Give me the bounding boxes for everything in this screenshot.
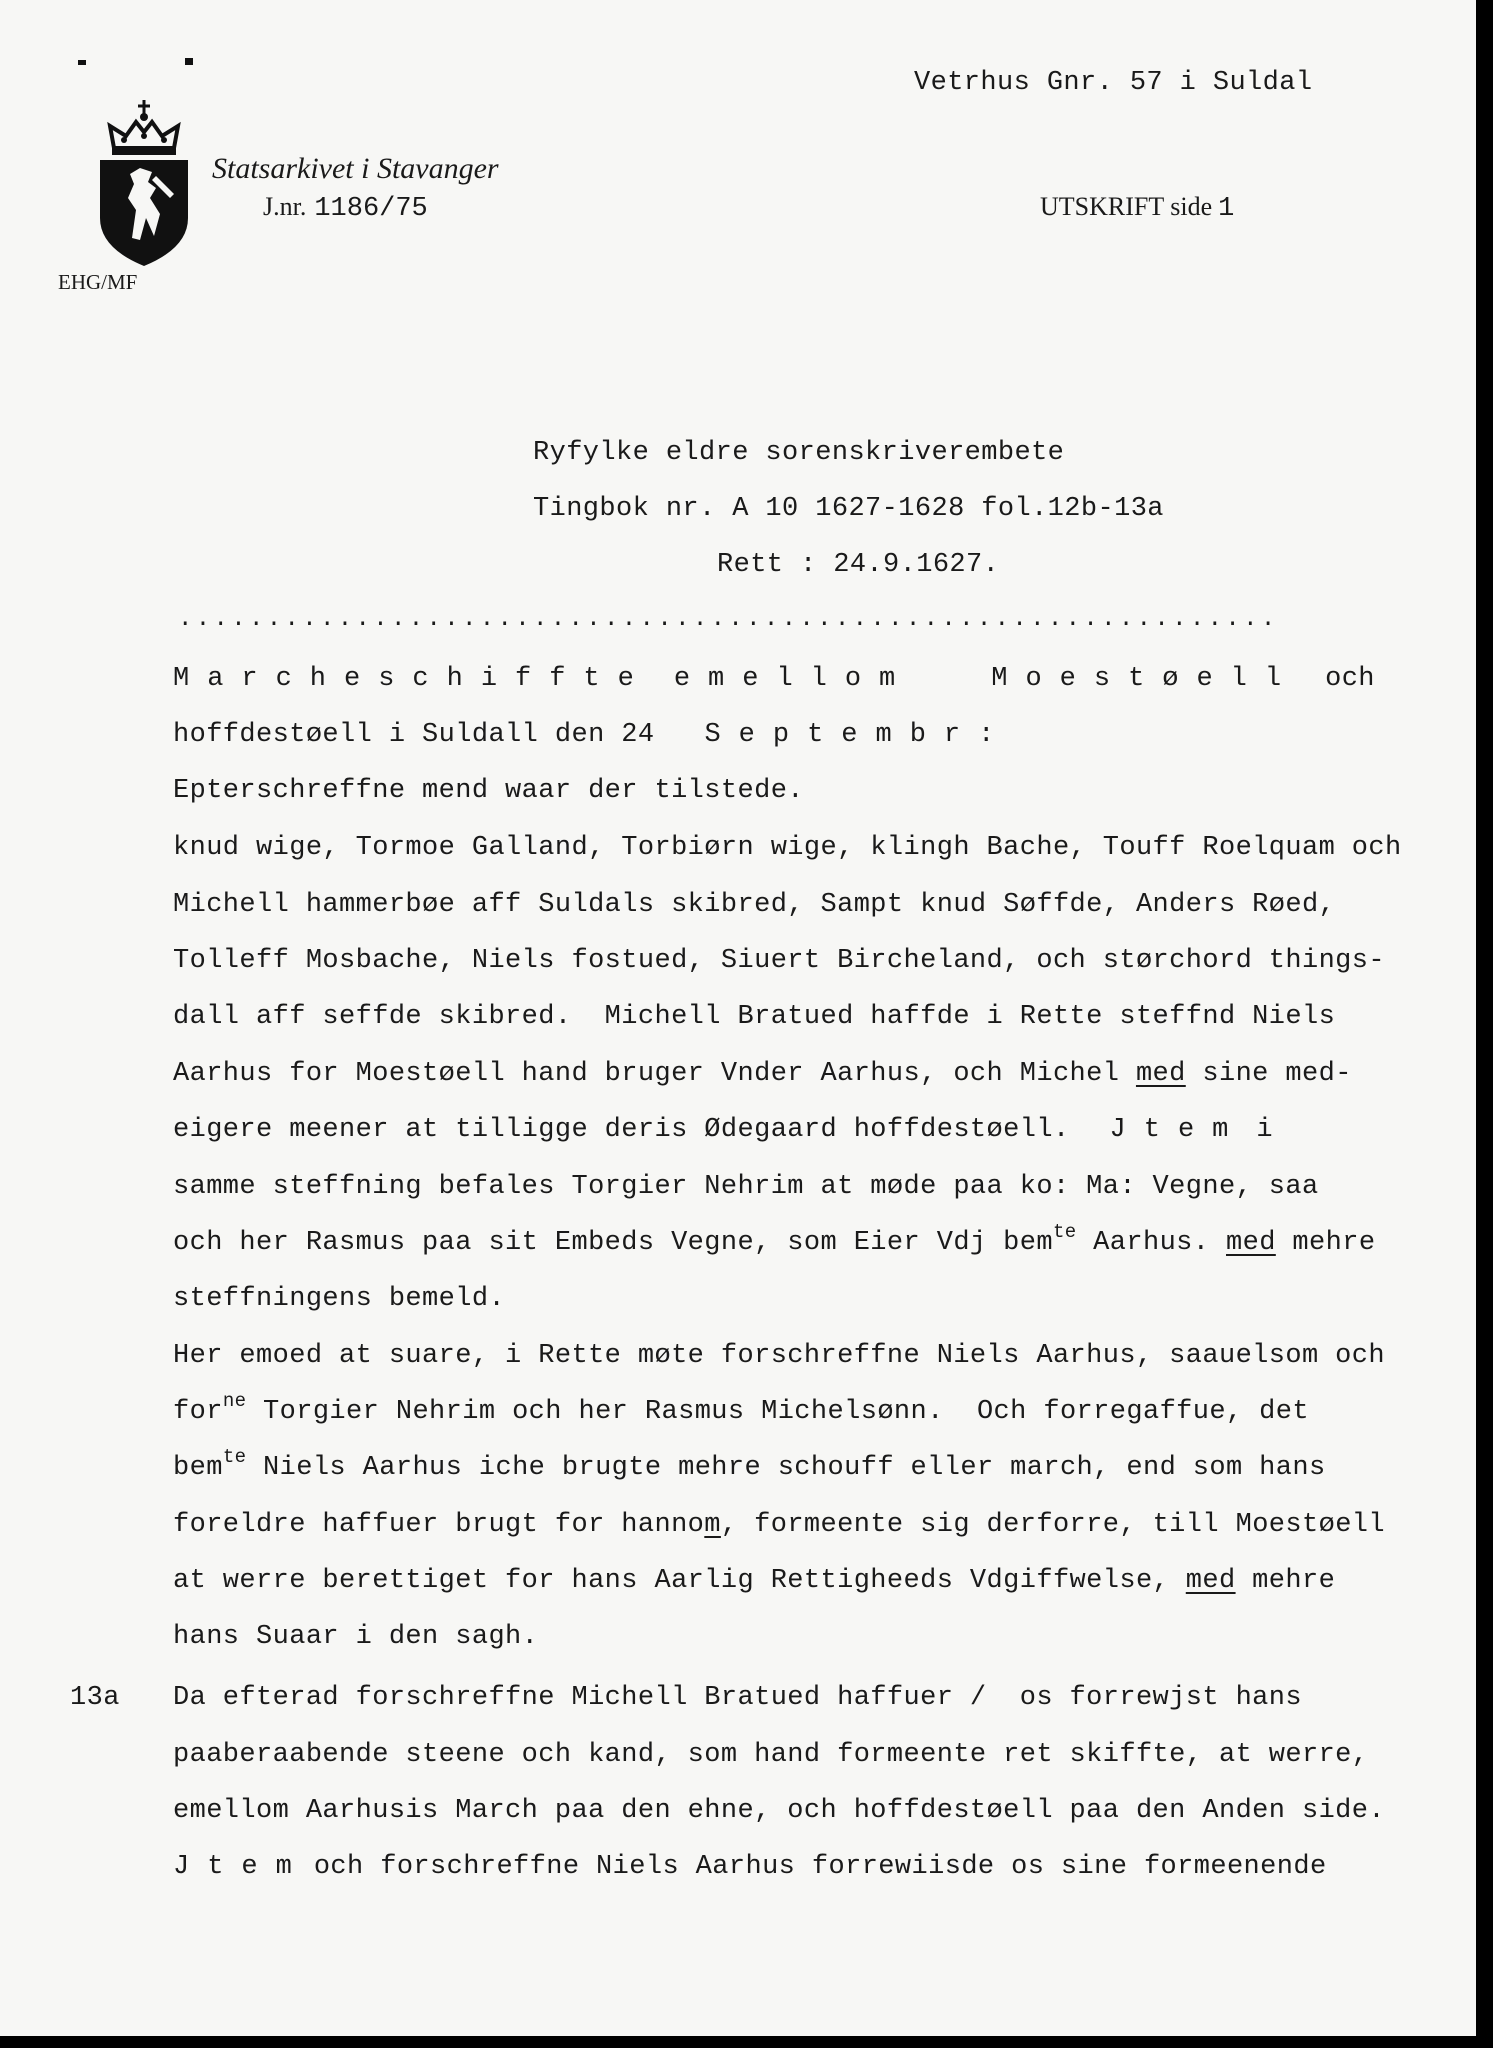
text-line: for$^{ne}$ Torgier Nehrim och her Rasmus Michelsønn. Och forregaffue, det [173, 1390, 1309, 1427]
text-line: bem$^{te}$ Niels Aarhus iche brugte mehre schouff eller march, end som hans [173, 1446, 1326, 1483]
folio-margin-note: 13a [70, 1683, 120, 1713]
text-line: Epterschreffne mend waar der tilstede. [173, 776, 804, 806]
norwegian-coat-of-arms-icon [94, 98, 194, 268]
extract-page-label [1040, 192, 1234, 224]
text-line: Da efterad forschreffne Michell Bratued haffuer / os forrewjst hans [173, 1683, 1302, 1713]
court-date: Rett : 24.9.1627. [717, 550, 1000, 580]
property-reference: Vetrhus Gnr. 57 i Suldal [914, 68, 1313, 98]
text-line: och her Rasmus paa sit Embeds Vegne, som Eier Vdj bem$^{te}$ Aarhus. med mehre [173, 1221, 1376, 1258]
text-line: paaberaabende steene och kand, som hand formeente ret skiffte, at werre, [173, 1740, 1369, 1770]
text-line: steffningens bemeld. [173, 1284, 506, 1314]
text-line: Aarhus for Moestøell hand bruger Vnder Aarhus, och Michel med sine med- [173, 1059, 1352, 1089]
text-line: hoffdestøell i Suldall den 24 Septembr: [173, 720, 1013, 750]
text-line: samme steffning befales Torgier Nehrim at møde paa ko: Ma: Vegne, saa [173, 1172, 1319, 1202]
archive-name: Statsarkivet i Stavanger [212, 152, 499, 185]
text-line: at werre berettiget for hans Aarlig Rettigheeds Vdgiffwelse, med mehre [173, 1566, 1336, 1596]
text-line: emellom Aarhusis March paa den ehne, och hoffdestøell paa den Anden side. [173, 1796, 1385, 1826]
book-reference: Tingbok nr. A 10 1627-1628 fol.12b-13a [533, 494, 1164, 524]
office-title: Ryfylke eldre sorenskriverembete [533, 438, 1065, 468]
text-line: hans Suaar i den sagh. [173, 1622, 539, 1652]
text-line: eigere meener at tilligge deris Ødegaard hoffdestøell. Jtem i [173, 1115, 1273, 1145]
clerk-initials: EHG/MF [58, 270, 138, 294]
text-line: dall aff seffde skibred. Michell Bratued haffde i Rette steffnd Niels [173, 1002, 1336, 1032]
text-line: Michell hammerbøe aff Suldals skibred, Sampt knud Søffde, Anders Røed, [173, 890, 1336, 920]
text-line: Jtem och forschreffne Niels Aarhus forrewiisde os sine formeenende [173, 1852, 1327, 1882]
extract-label: UTSKRIFT side [1040, 192, 1213, 221]
punch-mark [78, 60, 86, 65]
text-line: knud wige, Tormoe Galland, Torbiørn wige, klingh Bache, Touff Roelquam och [173, 833, 1402, 863]
journal-number-label: J.nr. [263, 192, 307, 221]
text-line: Marcheschiffte emellom Moestøell och [173, 664, 1375, 694]
separator-line: .............................................................. [178, 606, 1279, 633]
punch-mark [185, 58, 193, 65]
text-line: Her emoed at suare, i Rette møte forschreffne Niels Aarhus, saauelsom och [173, 1341, 1385, 1371]
text-line: foreldre haffuer brugt for hannom, formeente sig derforre, till Moestøell [173, 1510, 1386, 1540]
text-line: Tolleff Mosbache, Niels fostued, Siuert Bircheland, och størchord things- [173, 946, 1385, 976]
extract-page-number: 1 [1218, 194, 1235, 224]
journal-number [263, 192, 428, 224]
journal-number-value: 1186/75 [314, 194, 428, 224]
